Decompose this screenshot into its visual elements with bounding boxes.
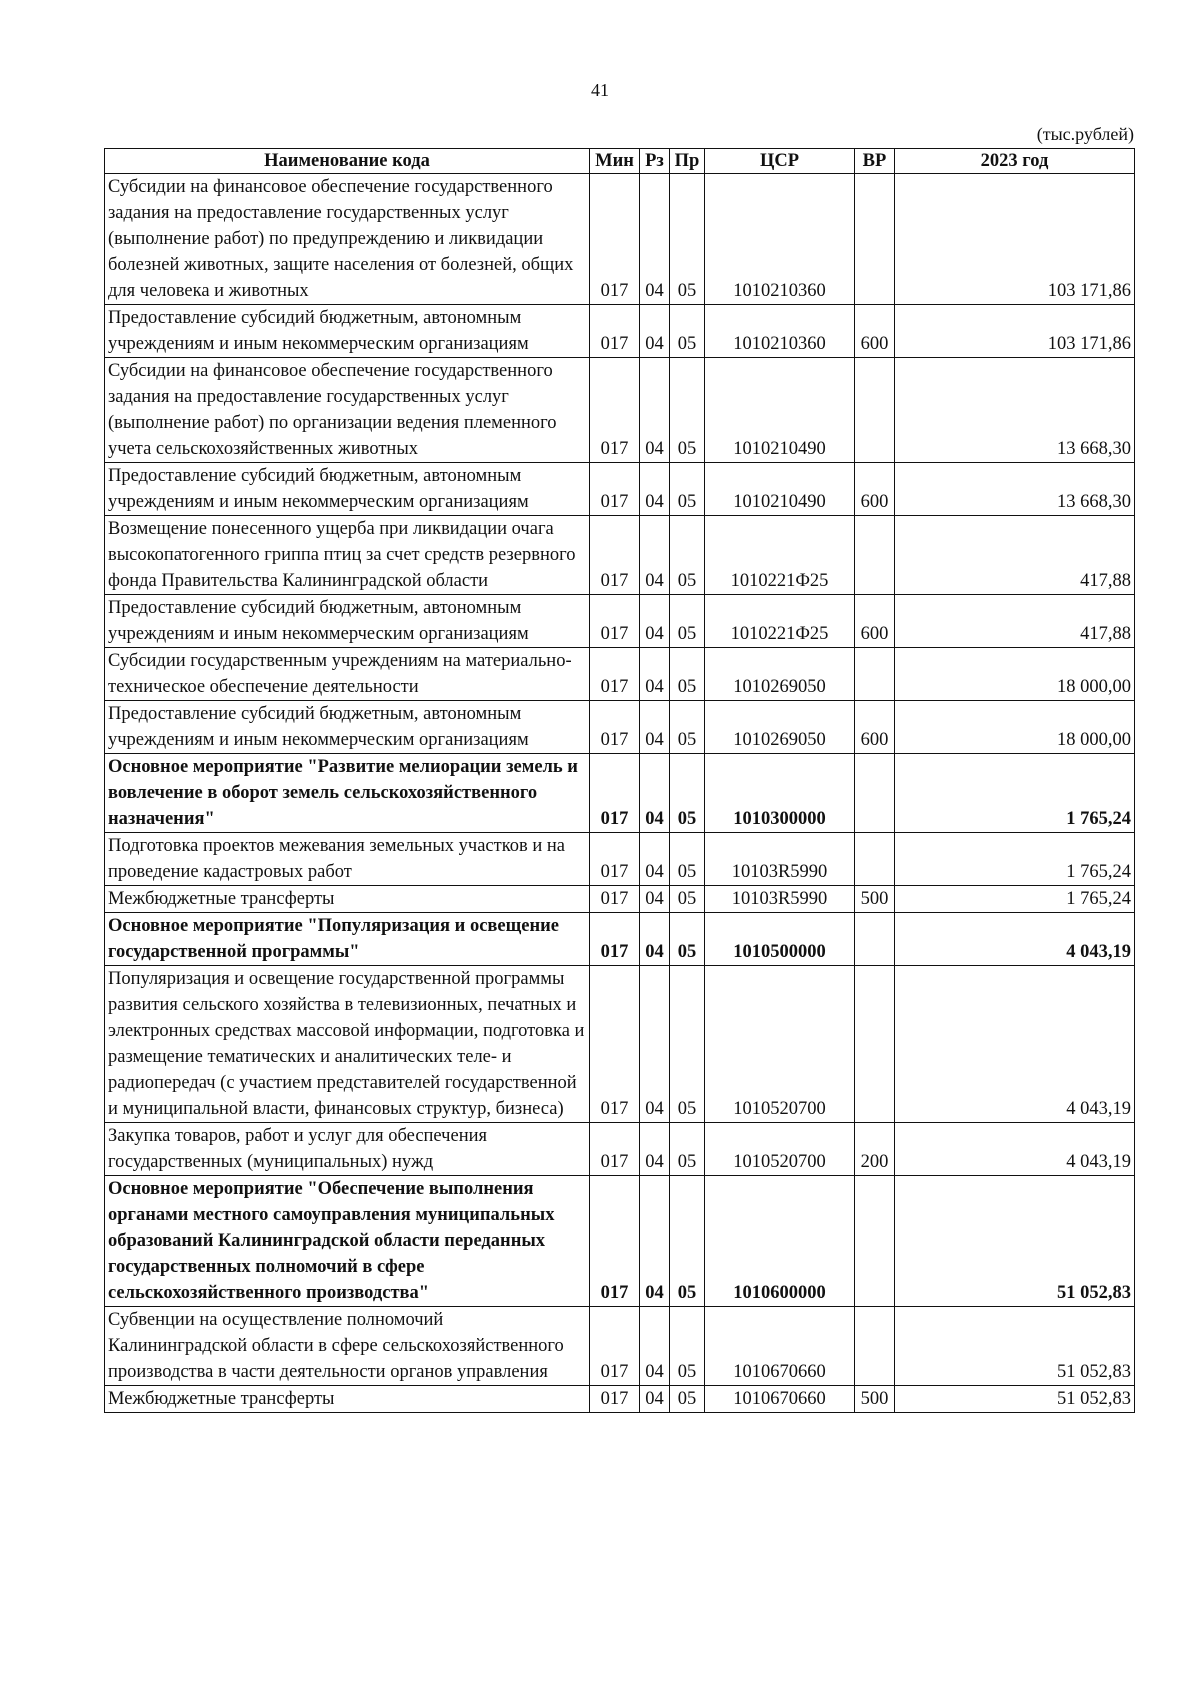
- cell-min: 017: [590, 305, 640, 358]
- cell-vr: 600: [855, 305, 895, 358]
- cell-amount: 51 052,83: [895, 1307, 1135, 1386]
- cell-name: Предоставление субсидий бюджетным, автономным учреждениям и иным некоммерческим организациям: [105, 701, 590, 754]
- table-row: [105, 1176, 1135, 1307]
- cell-rz: 04: [640, 358, 670, 463]
- cell-name: Субсидии на финансовое обеспечение государственного задания на предоставление государственных услуг (выполнение работ) по предупреждению и ликвидации болезней животных, защите населения от болезней, общих для человека и животных: [105, 174, 590, 305]
- column-header-pr: Пр: [670, 149, 705, 174]
- cell-rz: 04: [640, 174, 670, 305]
- column-header-amount: 2023 год: [895, 149, 1135, 174]
- table-row: [105, 754, 1135, 833]
- cell-csr: 1010300000: [705, 754, 855, 833]
- cell-amount: 4 043,19: [895, 1123, 1135, 1176]
- page-number: 41: [591, 80, 609, 100]
- cell-min: 017: [590, 1386, 640, 1413]
- cell-amount: 51 052,83: [895, 1386, 1135, 1413]
- budget-table: [104, 148, 1135, 1413]
- cell-vr: [855, 648, 895, 701]
- cell-pr: 05: [670, 305, 705, 358]
- cell-amount: 51 052,83: [895, 1176, 1135, 1307]
- cell-rz: 04: [640, 1386, 670, 1413]
- table-row: [105, 174, 1135, 305]
- cell-csr: 1010221Ф25: [705, 516, 855, 595]
- column-header-vr: ВР: [855, 149, 895, 174]
- table-row: [105, 516, 1135, 595]
- cell-rz: 04: [640, 913, 670, 966]
- cell-csr: 1010269050: [705, 701, 855, 754]
- table-header-row: [105, 149, 1135, 174]
- cell-rz: 04: [640, 1176, 670, 1307]
- cell-name: Субсидии государственным учреждениям на материально-техническое обеспечение деятельности: [105, 648, 590, 701]
- cell-csr: 1010500000: [705, 913, 855, 966]
- cell-rz: 04: [640, 305, 670, 358]
- cell-min: 017: [590, 648, 640, 701]
- table-row: [105, 833, 1135, 886]
- table-row: [105, 1386, 1135, 1413]
- cell-csr: 1010520700: [705, 1123, 855, 1176]
- cell-name: Возмещение понесенного ущерба при ликвидации очага высокопатогенного гриппа птиц за счет средств резервного фонда Правительства Калининградской области: [105, 516, 590, 595]
- cell-rz: 04: [640, 463, 670, 516]
- cell-amount: 1 765,24: [895, 886, 1135, 913]
- cell-csr: 1010670660: [705, 1307, 855, 1386]
- cell-min: 017: [590, 913, 640, 966]
- cell-pr: 05: [670, 754, 705, 833]
- table-row: [105, 595, 1135, 648]
- column-header-rz: Рз: [640, 149, 670, 174]
- cell-pr: 05: [670, 701, 705, 754]
- units-label: (тыс.рублей): [1036, 124, 1134, 144]
- cell-rz: 04: [640, 886, 670, 913]
- cell-rz: 04: [640, 966, 670, 1123]
- cell-rz: 04: [640, 1307, 670, 1386]
- cell-vr: 600: [855, 595, 895, 648]
- cell-vr: [855, 754, 895, 833]
- cell-csr: 1010210360: [705, 305, 855, 358]
- cell-min: 017: [590, 1176, 640, 1307]
- cell-min: 017: [590, 754, 640, 833]
- cell-pr: 05: [670, 913, 705, 966]
- table-row: [105, 886, 1135, 913]
- cell-pr: 05: [670, 174, 705, 305]
- cell-rz: 04: [640, 833, 670, 886]
- cell-name: Популяризация и освещение государственной программы развития сельского хозяйства в телевизионных, печатных и электронных средствах массовой информации, подготовка и размещение тематических и аналитических теле- и радиопередач (с участием представителей государственной и муниципальной власти, финансовых структур, бизнеса): [105, 966, 590, 1123]
- cell-amount: 18 000,00: [895, 701, 1135, 754]
- cell-csr: 1010269050: [705, 648, 855, 701]
- cell-vr: [855, 913, 895, 966]
- cell-amount: 103 171,86: [895, 305, 1135, 358]
- cell-csr: 1010210490: [705, 358, 855, 463]
- cell-csr: 10103R5990: [705, 833, 855, 886]
- cell-name: Основное мероприятие "Обеспечение выполнения органами местного самоуправления муниципальных образований Калининградской области переданных государственных полномочий в сфере сельскохозяйственного производства": [105, 1176, 590, 1307]
- cell-vr: 600: [855, 463, 895, 516]
- cell-vr: [855, 174, 895, 305]
- cell-name: Предоставление субсидий бюджетным, автономным учреждениям и иным некоммерческим организациям: [105, 305, 590, 358]
- cell-min: 017: [590, 516, 640, 595]
- table-row: [105, 701, 1135, 754]
- cell-name: Предоставление субсидий бюджетным, автономным учреждениям и иным некоммерческим организациям: [105, 463, 590, 516]
- column-header-csr: ЦСР: [705, 149, 855, 174]
- cell-min: 017: [590, 701, 640, 754]
- cell-amount: 1 765,24: [895, 754, 1135, 833]
- table-body: [105, 174, 1135, 1413]
- cell-name: Субсидии на финансовое обеспечение государственного задания на предоставление государственных услуг (выполнение работ) по организации ведения племенного учета сельскохозяйственных животных: [105, 358, 590, 463]
- cell-amount: 417,88: [895, 595, 1135, 648]
- cell-pr: 05: [670, 1386, 705, 1413]
- cell-min: 017: [590, 1123, 640, 1176]
- cell-name: Межбюджетные трансферты: [105, 1386, 590, 1413]
- cell-rz: 04: [640, 516, 670, 595]
- cell-vr: [855, 358, 895, 463]
- table-row: [105, 1123, 1135, 1176]
- cell-name: Субвенции на осуществление полномочий Калининградской области в сфере сельскохозяйственного производства в части деятельности органов управления: [105, 1307, 590, 1386]
- cell-min: 017: [590, 595, 640, 648]
- cell-vr: [855, 1307, 895, 1386]
- cell-csr: 1010600000: [705, 1176, 855, 1307]
- cell-csr: 1010210360: [705, 174, 855, 305]
- cell-vr: [855, 966, 895, 1123]
- cell-amount: 4 043,19: [895, 913, 1135, 966]
- cell-pr: 05: [670, 463, 705, 516]
- cell-min: 017: [590, 886, 640, 913]
- table-row: [105, 463, 1135, 516]
- cell-pr: 05: [670, 1176, 705, 1307]
- cell-min: 017: [590, 966, 640, 1123]
- cell-min: 017: [590, 1307, 640, 1386]
- cell-vr: 600: [855, 701, 895, 754]
- column-header-name: Наименование кода: [105, 149, 590, 174]
- cell-pr: 05: [670, 1307, 705, 1386]
- table-row: [105, 358, 1135, 463]
- cell-min: 017: [590, 463, 640, 516]
- cell-pr: 05: [670, 966, 705, 1123]
- cell-csr: 1010670660: [705, 1386, 855, 1413]
- cell-rz: 04: [640, 1123, 670, 1176]
- table-row: [105, 305, 1135, 358]
- cell-rz: 04: [640, 595, 670, 648]
- cell-csr: 1010520700: [705, 966, 855, 1123]
- cell-pr: 05: [670, 595, 705, 648]
- cell-vr: [855, 516, 895, 595]
- cell-min: 017: [590, 358, 640, 463]
- cell-csr: 10103R5990: [705, 886, 855, 913]
- cell-vr: [855, 833, 895, 886]
- cell-rz: 04: [640, 701, 670, 754]
- cell-pr: 05: [670, 358, 705, 463]
- cell-name: Подготовка проектов межевания земельных участков и на проведение кадастровых работ: [105, 833, 590, 886]
- cell-pr: 05: [670, 648, 705, 701]
- cell-vr: [855, 1176, 895, 1307]
- table-row: [105, 913, 1135, 966]
- cell-name: Закупка товаров, работ и услуг для обеспечения государственных (муниципальных) нужд: [105, 1123, 590, 1176]
- cell-vr: 200: [855, 1123, 895, 1176]
- cell-name: Межбюджетные трансферты: [105, 886, 590, 913]
- cell-amount: 1 765,24: [895, 833, 1135, 886]
- cell-vr: 500: [855, 1386, 895, 1413]
- cell-min: 017: [590, 174, 640, 305]
- cell-rz: 04: [640, 648, 670, 701]
- cell-pr: 05: [670, 886, 705, 913]
- cell-vr: 500: [855, 886, 895, 913]
- table-row: [105, 648, 1135, 701]
- cell-rz: 04: [640, 754, 670, 833]
- cell-name: Предоставление субсидий бюджетным, автономным учреждениям и иным некоммерческим организациям: [105, 595, 590, 648]
- cell-csr: 1010210490: [705, 463, 855, 516]
- cell-amount: 13 668,30: [895, 463, 1135, 516]
- cell-pr: 05: [670, 833, 705, 886]
- cell-amount: 13 668,30: [895, 358, 1135, 463]
- cell-csr: 1010221Ф25: [705, 595, 855, 648]
- cell-min: 017: [590, 833, 640, 886]
- column-header-min: Мин: [590, 149, 640, 174]
- cell-name: Основное мероприятие "Развитие мелиорации земель и вовлечение в оборот земель сельскохозяйственного назначения": [105, 754, 590, 833]
- cell-pr: 05: [670, 1123, 705, 1176]
- cell-name: Основное мероприятие "Популяризация и освещение государственной программы": [105, 913, 590, 966]
- table-row: [105, 1307, 1135, 1386]
- cell-pr: 05: [670, 516, 705, 595]
- table-row: [105, 966, 1135, 1123]
- cell-amount: 103 171,86: [895, 174, 1135, 305]
- cell-amount: 4 043,19: [895, 966, 1135, 1123]
- cell-amount: 417,88: [895, 516, 1135, 595]
- cell-amount: 18 000,00: [895, 648, 1135, 701]
